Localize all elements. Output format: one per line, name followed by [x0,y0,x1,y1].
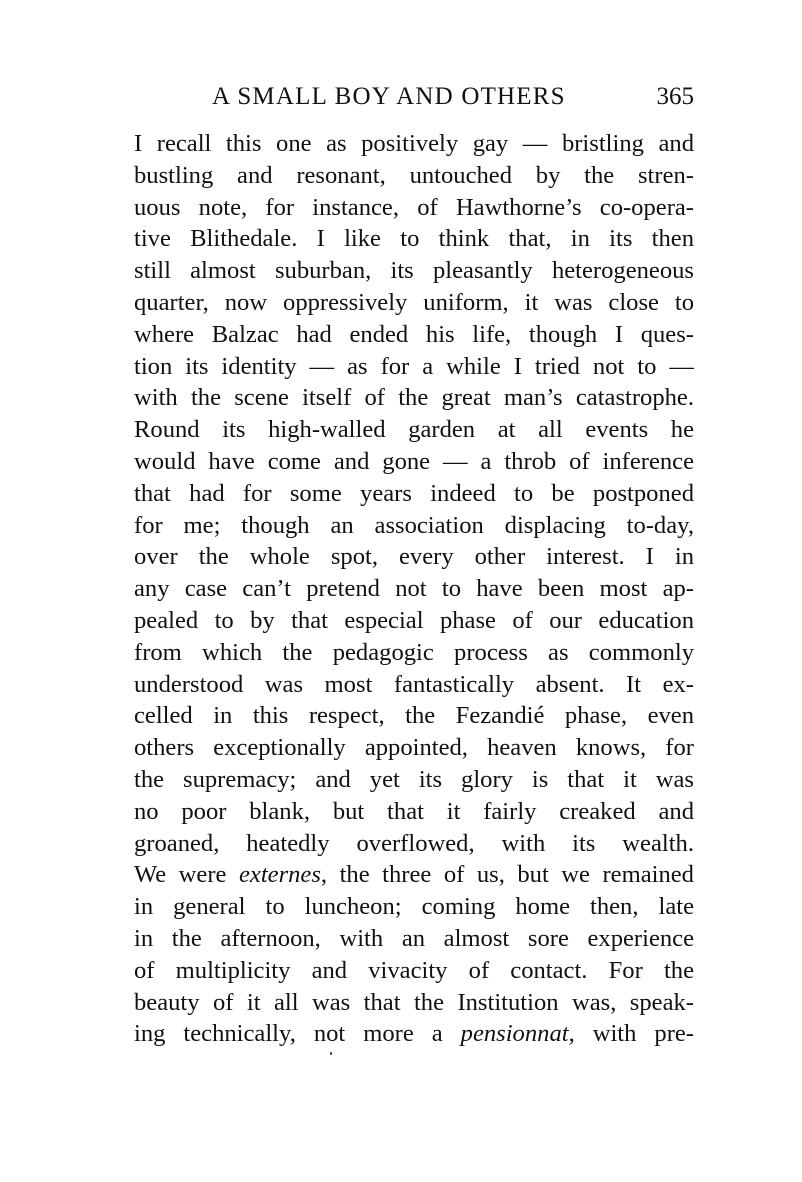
text-line [134,128,694,160]
text-line [134,605,694,637]
text-line [134,351,694,383]
text-line [134,541,694,573]
print-speck [330,1052,332,1055]
text-segment: others exceptionally appointed, heaven knows, for [134,734,694,762]
text-segment: beauty of it all was that the Institution was, speak- [134,988,694,1016]
text-segment: bustling and resonant, untouched by the stren- [134,161,694,189]
text-line [134,891,694,923]
text-segment: We were [134,861,239,889]
text-segment: uous note, for instance, of Hawthorne’s co-opera- [134,193,694,221]
text-line [134,764,694,796]
text-line [134,987,694,1019]
text-line [134,1018,694,1050]
text-line [134,510,694,542]
text-segment: over the whole spot, every other interest. I in [134,543,694,571]
text-segment: tive Blithedale. I like to think that, in its then [134,225,694,253]
text-segment: in the afternoon, with an almost sore experience [134,924,694,952]
text-line [134,160,694,192]
text-line [134,700,694,732]
text-line [134,223,694,255]
text-line [134,796,694,828]
text-segment: with the scene itself of the great man’s catastrophe. [134,384,694,412]
text-segment: , the three of us, but we remained [320,861,694,889]
text-segment: no poor blank, but that it fairly creaked and [134,797,694,825]
text-segment: I recall this one as positively gay — bristling and [134,130,694,157]
body-text [134,128,694,1050]
text-line [134,828,694,860]
text-segment: where Balzac had ended his life, though I ques- [134,320,694,348]
page-number: 365 [656,83,694,110]
text-line [134,414,694,446]
italic-term: externes [238,861,321,889]
text-segment: , with pre- [568,1020,695,1048]
text-line [134,732,694,764]
text-line [134,319,694,351]
running-title: A SMALL BOY AND OTHERS [212,83,566,110]
text-segment: in general to luncheon; coming home then, late [134,893,694,921]
text-line [134,859,694,891]
text-segment: quarter, now oppressively uniform, it was close to [134,288,694,316]
italic-term: pensionnat [460,1020,569,1048]
text-line [134,287,694,319]
text-segment: of multiplicity and vivacity of contact. For the [134,956,694,984]
text-line [134,573,694,605]
text-segment: that had for some years indeed to be postponed [134,479,694,507]
text-segment: the supremacy; and yet its glory is that it was [134,765,694,793]
text-segment: Round its high-walled garden at all events he [134,416,694,444]
text-segment: groaned, heatedly overflowed, with its wealth. [134,829,694,857]
text-segment: still almost suburban, its pleasantly heterogeneous [134,257,694,285]
text-line [134,637,694,669]
text-segment: ing technically, not more a [134,1020,461,1048]
text-line [134,255,694,287]
text-line [134,955,694,987]
text-segment: from which the pedagogic process as commonly [134,638,694,666]
text-segment: celled in this respect, the Fezandié phase, even [134,702,694,730]
text-line [134,669,694,701]
text-line [134,446,694,478]
text-segment: any case can’t pretend not to have been most ap- [134,575,694,603]
text-line [134,923,694,955]
text-segment: understood was most fantastically absent. It ex- [134,670,694,698]
text-line [134,382,694,414]
text-segment: for me; though an association displacing to-day, [134,511,694,539]
text-segment: would have come and gone — a throb of inference [134,447,694,475]
text-line [134,192,694,224]
text-line [134,478,694,510]
text-segment: pealed to by that especial phase of our education [134,606,694,634]
text-segment: tion its identity — as for a while I tried not to — [134,352,694,380]
running-head [134,80,694,114]
